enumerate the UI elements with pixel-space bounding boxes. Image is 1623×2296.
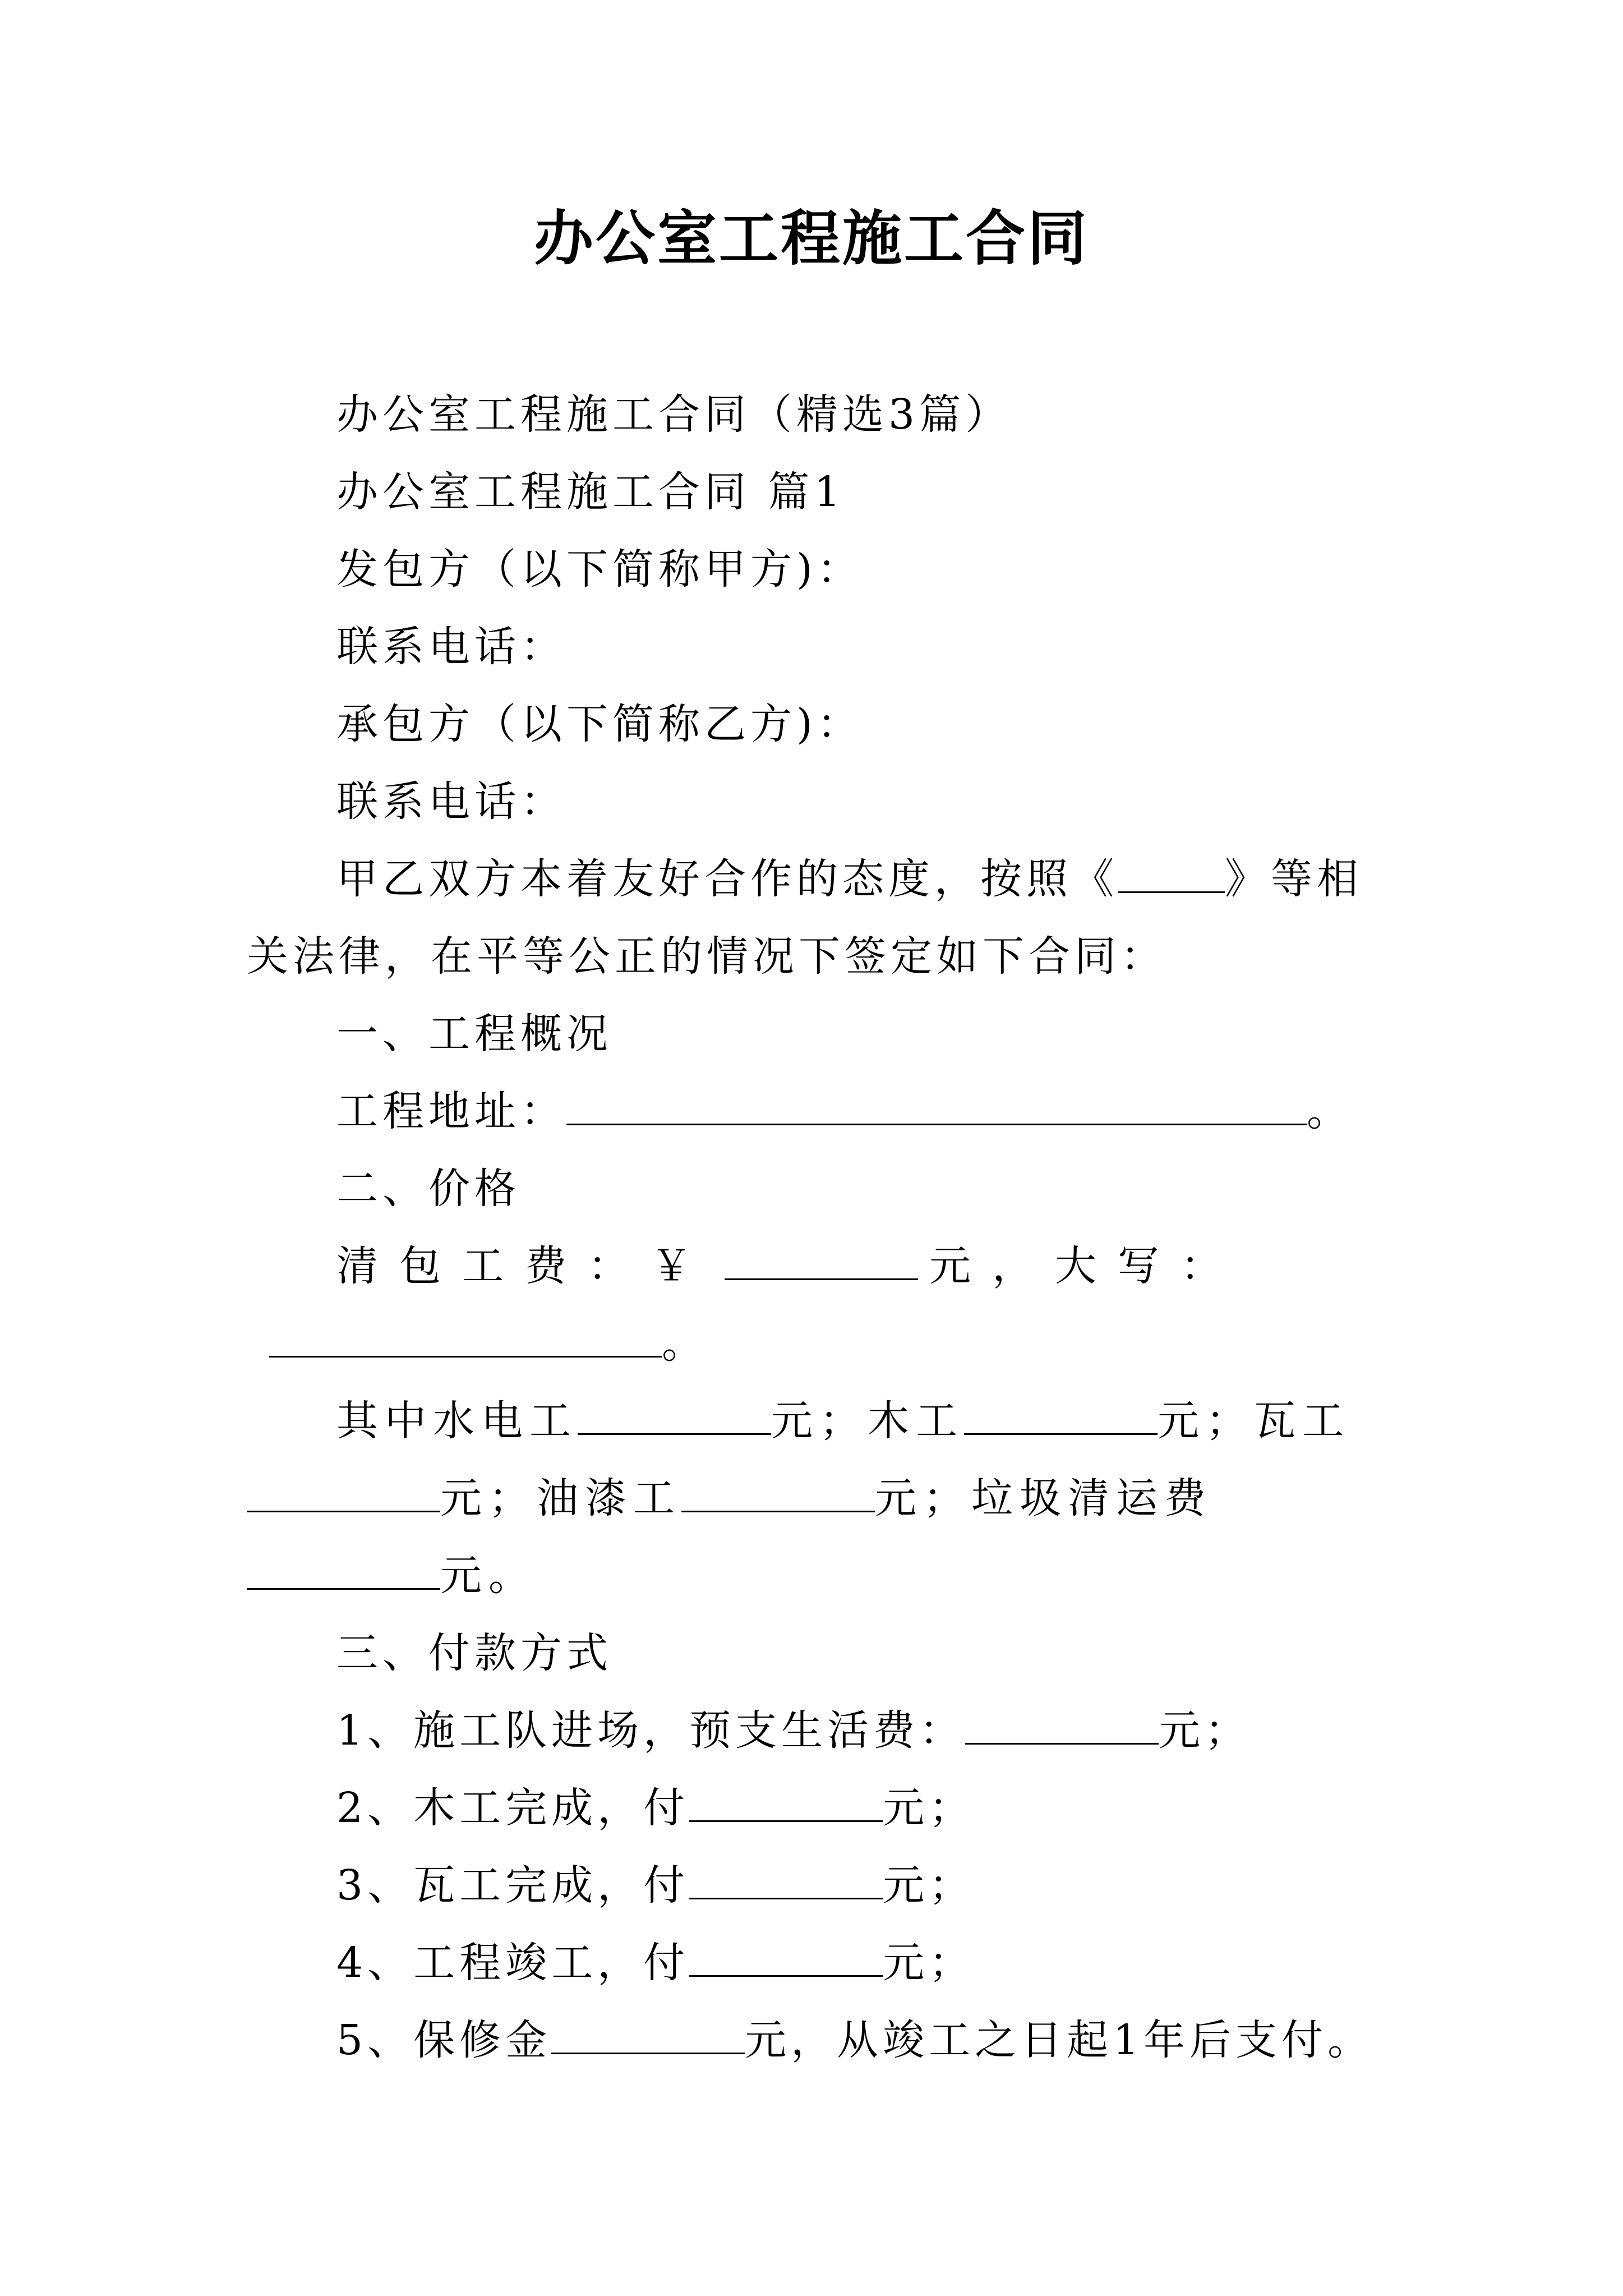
paragraph-payment-1 (247, 1692, 1385, 1769)
blank-line (689, 1936, 883, 1977)
blank-line (681, 1471, 875, 1512)
paragraph-payment-5 (247, 2001, 1385, 2079)
text-segment: 1、施工队进场，预支生活费： (336, 1706, 966, 1755)
blank-line (578, 1394, 771, 1435)
paragraph-subtitle: 办公室工程施工合同（精选3篇） (336, 390, 1012, 439)
blank-line (551, 2013, 745, 2054)
text-segment: 元；油漆工 (440, 1474, 681, 1522)
paragraph-party-b-phone: 联系电话： (336, 777, 566, 826)
text-segment: 元，大写： (929, 1242, 1243, 1290)
text-segment: 》等相关法律，在平等公正的情况下签定如下合同： (247, 855, 1363, 981)
text-segment: 清包工费：￥ (336, 1242, 713, 1290)
paragraph-labor-breakdown (247, 1382, 1385, 1614)
paragraph-project-address (247, 1073, 1385, 1150)
blank-line (566, 1084, 1307, 1125)
blank-line (1118, 852, 1225, 893)
text-segment: 3、瓦工完成，付 (336, 1861, 690, 1910)
text-segment: 元； (1159, 1706, 1251, 1755)
blank-line (247, 1471, 440, 1512)
paragraph-party-a-phone: 联系电话： (336, 623, 566, 671)
blank-line (725, 1239, 918, 1280)
text-segment: 元； (883, 1861, 975, 1910)
blank-line (689, 1858, 883, 1899)
paragraph-payment-2 (247, 1769, 1385, 1847)
paragraph-project-overview: 一、工程概况 (336, 1010, 612, 1058)
blank-line (964, 1394, 1158, 1435)
text-segment: 工程地址： (336, 1087, 566, 1135)
blank-line (247, 1549, 440, 1590)
paragraph-price-heading: 二、价格 (336, 1165, 520, 1213)
paragraph-payment-heading: 三、付款方式 (336, 1629, 612, 1677)
text-segment: 其中水电工 (336, 1397, 578, 1445)
paragraph-agreement-intro (247, 840, 1385, 995)
text-segment: 元； (883, 1939, 975, 1987)
text-segment: 元；垃圾清运费 (875, 1474, 1212, 1522)
paragraph-payment-4 (247, 1924, 1385, 2001)
text-segment: 甲乙双方本着友好合作的态度，按照《 (336, 855, 1118, 903)
text-segment: 元。 (440, 1552, 537, 1600)
paragraph-labor-fee (247, 1227, 1385, 1382)
text-segment: 元； (883, 1784, 975, 1832)
text-segment: 4、工程竣工，付 (336, 1939, 690, 1987)
blank-line (689, 1781, 883, 1822)
text-segment: 元；瓦工 (1158, 1397, 1350, 1445)
text-segment: 5、保修金 (336, 2016, 552, 2064)
paragraph-payment-3 (247, 1847, 1385, 1924)
document-body (247, 376, 1385, 2079)
paragraph-party-b: 承包方（以下简称乙方)： (336, 700, 863, 748)
text-segment: 2、木工完成，付 (336, 1784, 690, 1832)
document-title: 办公室工程施工合同 (534, 203, 1089, 273)
paragraph-party-a: 发包方（以下简称甲方)： (336, 545, 863, 593)
blank-line (965, 1704, 1159, 1745)
paragraph-section-heading: 办公室工程施工合同 篇1 (336, 468, 845, 516)
blank-line (269, 1317, 662, 1358)
text-segment: 。 (1307, 1087, 1353, 1135)
text-segment: 元，从竣工之日起1年后支付。 (745, 2016, 1374, 2064)
text-segment: 元；木工 (771, 1397, 964, 1445)
text-segment: 。 (662, 1319, 725, 1368)
